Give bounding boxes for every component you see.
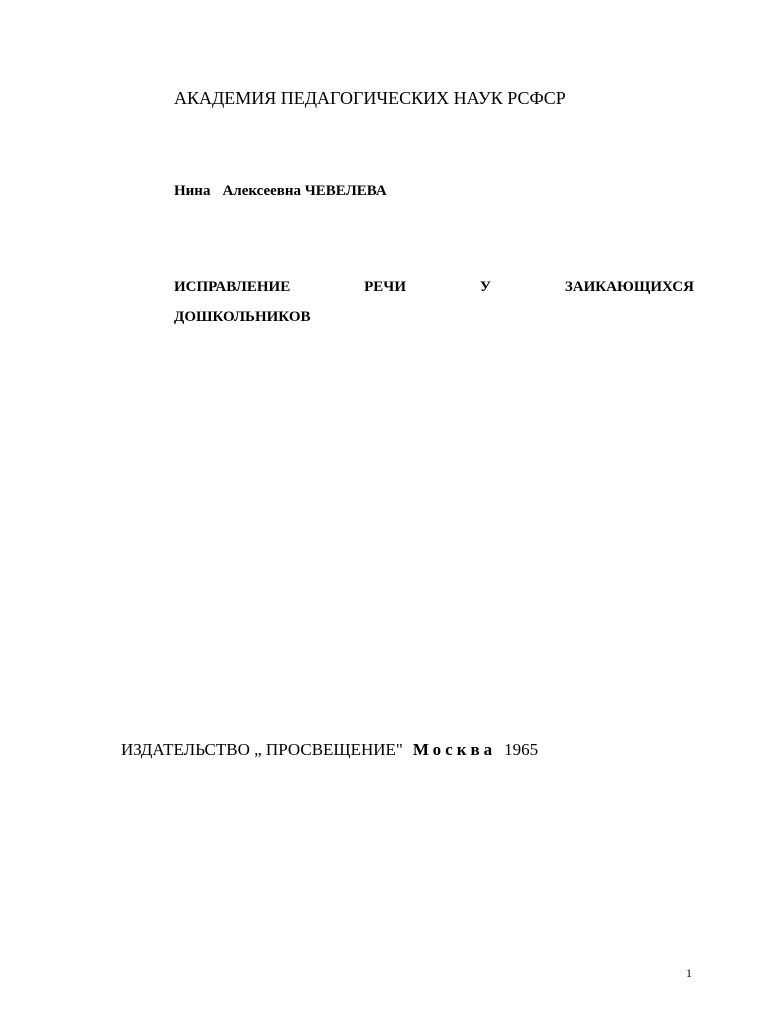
publisher-name: ИЗДАТЕЛЬСТВО „ ПРОСВЕЩЕНИЕ" (121, 740, 403, 759)
book-title (174, 277, 694, 327)
academy-name: АКАДЕМИЯ ПЕДАГОГИЧЕСКИХ НАУК РСФСР (174, 88, 566, 108)
title-line-2: ДОШКОЛЬНИКОВ (174, 309, 311, 325)
publication-year: 1965 (504, 740, 539, 759)
author-first-name: Нина (174, 183, 211, 199)
title-word: РЕЧИ (364, 279, 406, 295)
author-name (174, 183, 387, 200)
title-line-1 (174, 277, 694, 297)
title-word: ИСПРАВЛЕНИЕ (174, 279, 291, 295)
author-last-name: ЧЕВЕЛЕВА (304, 183, 387, 199)
page-number: 1 (686, 966, 692, 980)
title-word: ЗАИКАЮЩИХСЯ (564, 279, 694, 295)
title-word: У (479, 279, 491, 295)
author-middle-name: Алексеевна (222, 183, 302, 199)
publisher-line (121, 740, 538, 760)
publication-city: Москва (412, 740, 497, 759)
